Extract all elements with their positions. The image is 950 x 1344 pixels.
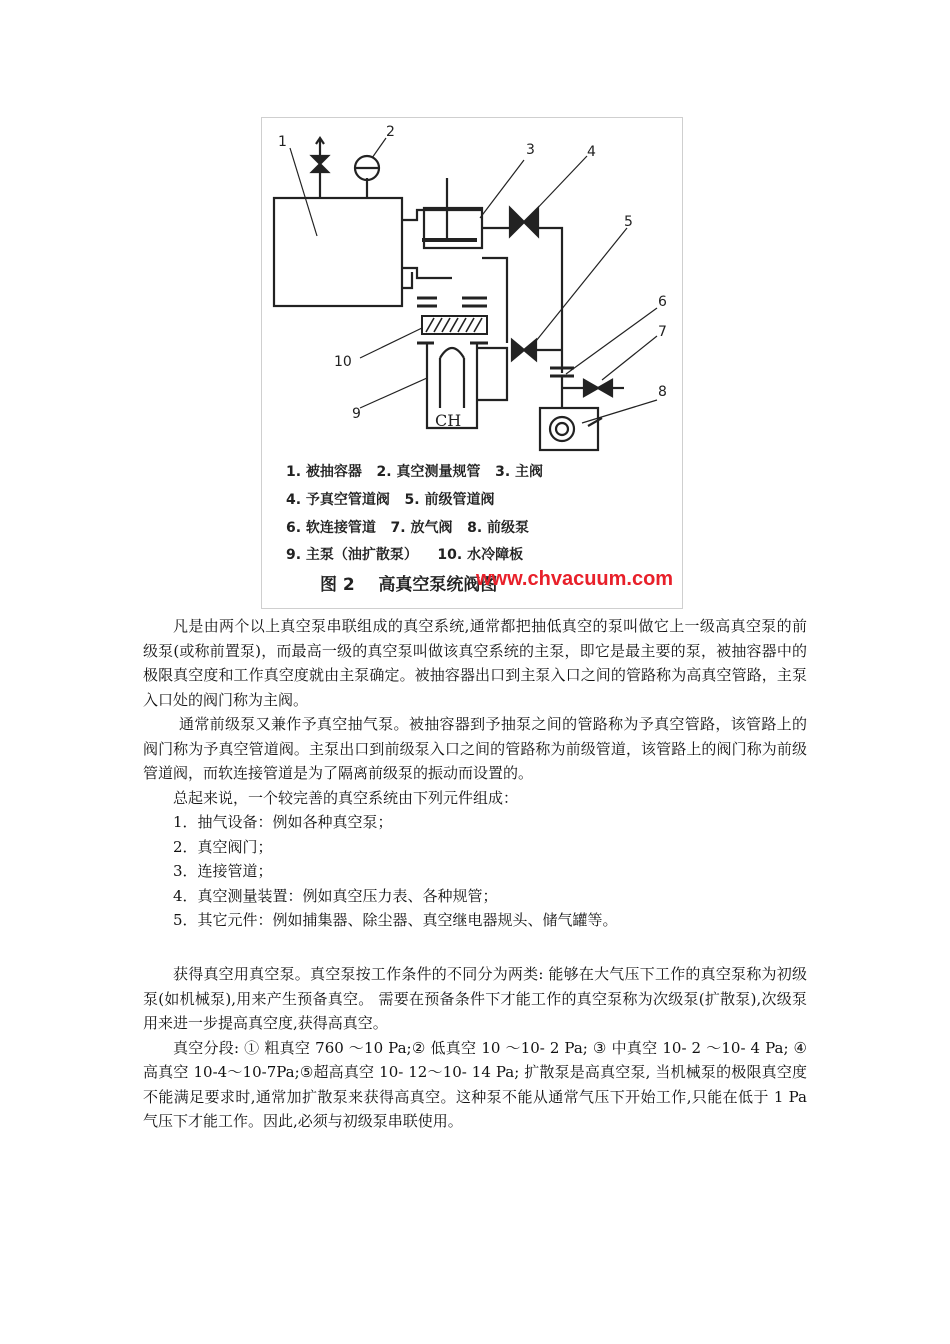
body-text-block-2 [143,962,807,1134]
legend-line-2: 4. 予真空管道阀 5. 前级管道阀 [286,492,495,508]
list-item: 5．其它元件：例如捕集器、除尘器、真空继电器规头、储气罐等。 [173,911,618,929]
list-item: 4．真空测量装置：例如真空压力表、各种规管； [173,886,498,905]
body-text-block-1 [143,614,807,933]
paragraph: 凡是由两个以上真空泵串联组成的真空系统,通常都把抽低真空的泵叫做它上一级高真空泵的前级泵(或称前置泵)，而最高一级的真空泵叫做该真空系统的主泵，即它是最主要的泵，被抽容器中的极限真空度和工作真空度就由主泵确定。被抽容器出口到主泵入口之间的管路称为高真空管路，主泵入口处的阀门称为主阀。 [143,617,807,709]
vacuum-system-diagram [261,117,683,609]
list-item: 2．真空阀门； [173,837,273,856]
label-3: 3 [526,142,535,158]
label-8: 8 [658,384,667,400]
figure-caption: 图 2 高真空泵统阀图 [320,575,498,595]
vessel-1 [274,198,402,306]
label-1: 1 [278,134,287,150]
legend-line-1: 1. 被抽容器 2. 真空测量规管 3. 主阀 [286,464,544,480]
label-10: 10 [334,354,352,370]
label-4: 4 [587,144,596,160]
label-6: 6 [658,294,667,310]
paragraph: 真空分段: ① 粗真空 760 ～10 Pa;② 低真空 10 ～10- 2 Pa; ③ 中真空 10- 2 ～10- 4 Pa; ④ 高真空 10-4～10-7Pa;⑤超高真空 10- 12～10- 14 Pa; 扩散泵是高真空泵, 当机械泵的极限真空度不能满足要求时,通常加扩散泵来获得高真空。这种泵不能从通常气压下开始工作,只能在低于 1 Pa 气压下才能工作。因此,必须与初级泵串联使用。 [143,1038,807,1130]
list-item: 3．连接管道； [173,862,273,880]
label-7: 7 [658,324,667,340]
paragraph: 获得真空用真空泵。真空泵按工作条件的不同分为两类: 能够在大气压下工作的真空泵称为初级泵(如机械泵),用来产生预备真空。 需要在预备条件下才能工作的真空泵称为次级泵(扩散泵),次级泵用来进一步提高真空度,获得高真空。 [143,965,807,1032]
paragraph: 总起来说，一个较完善的真空系统由下列元件组成： [173,788,519,807]
label-9: 9 [352,406,361,422]
list-item: 1．抽气设备：例如各种真空泵； [173,813,393,831]
legend-line-3: 6. 软连接管道 7. 放气阀 8. 前级泵 [286,520,530,536]
label-2: 2 [386,124,395,140]
label-5: 5 [624,214,633,230]
watermark: www.chvacuum.com [476,568,674,590]
label-ch: CH [435,411,462,430]
legend-line-4: 9. 主泵（油扩散泵） 10. 水冷障板 [286,547,524,563]
paragraph: 通常前级泵又兼作予真空抽气泵。被抽容器到予抽泵之间的管路称为予真空管路，该管路上的阀门称为予真空管道阀。主泵出口到前级泵入口之间的管路称为前级管道，该管路上的阀门称为前级管道阀，而软连接管道是为了隔离前级泵的振动而设置的。 [143,715,807,782]
